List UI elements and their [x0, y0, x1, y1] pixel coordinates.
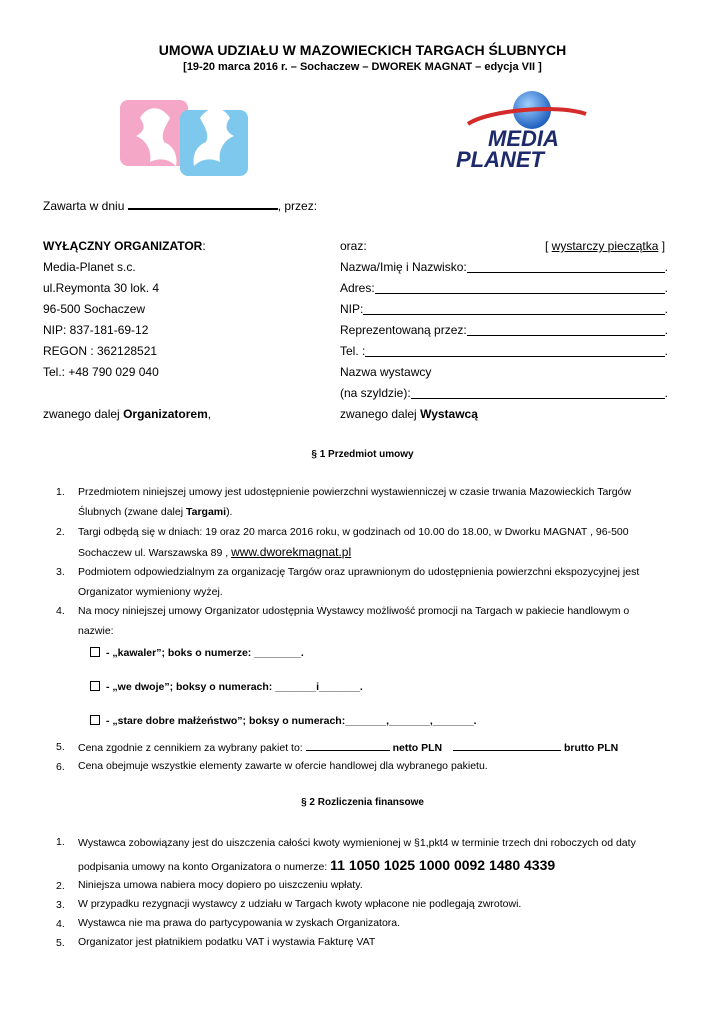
s1-item4-text: Na mocy niniejszej umowy Organizator udostępnia Wystawcy możliwość promocji na Targach w pakiecie handlowym o nazwie: — [78, 605, 630, 637]
organizer-tel: Tel.: +48 790 029 040 — [43, 365, 159, 379]
s1-item6-number: 6. — [56, 761, 65, 773]
exhibitor-name-label: Nazwa/Imię i Nazwisko: — [340, 260, 467, 274]
exhibitor-rep-field[interactable] — [467, 323, 665, 336]
organizer-city: 96-500 Sochaczew — [43, 302, 146, 316]
s2-item1-number: 1. — [56, 836, 65, 848]
stamp-note: [ wystarczy pieczątka ] — [545, 239, 666, 253]
s1-item4-number: 4. — [56, 605, 65, 617]
exhibitor-and: oraz: — [340, 239, 367, 253]
package-option-stare-dobre[interactable]: - „stare dobre małżeństwo”; boksy o numerach:_______,_______,_______. — [90, 715, 477, 727]
section2-title: § 2 Rozliczenia finansowe — [301, 797, 424, 808]
s1-item3-number: 3. — [56, 566, 65, 578]
organizer-heading: WYŁĄCZNY ORGANIZATOR: — [43, 239, 206, 253]
doves-logo — [118, 96, 254, 180]
exhibitor-sign-field[interactable] — [411, 386, 665, 399]
organizer-regon: REGON : 362128521 — [43, 344, 158, 358]
s1-item5-number: 5. — [56, 741, 65, 753]
s1-item2-number: 2. — [56, 526, 65, 538]
s1-item5-text: Cena zgodnie z cennikiem za wybrany pakiet to: netto PLN brutto PLN — [78, 742, 619, 754]
exhibitor-address-row: Adres: . — [340, 281, 668, 295]
exhibitor-address-field[interactable] — [375, 281, 665, 294]
package-option-kawaler[interactable]: - „kawaler”; boks o numerze: ________. — [90, 647, 304, 659]
checkbox-icon[interactable] — [90, 647, 100, 657]
exhibitor-address-label: Adres: — [340, 281, 375, 295]
checkbox-icon[interactable] — [90, 681, 100, 691]
s2-item3-number: 3. — [56, 899, 65, 911]
exhibitor-tel-label: Tel. : — [340, 344, 366, 358]
exhibitor-name-field[interactable] — [467, 260, 665, 273]
s2-item1-text: Wystawca zobowiązany jest do uiszczenia całości kwoty wymienionej w §1,pkt4 w terminie trzech dni roboczych od daty podpisania umowy na konto Organizatora o numerze: 11 1050 1025 1000 0092 1480 4339 — [78, 837, 636, 873]
concluded-suffix: , przez: — [277, 199, 318, 213]
s2-item4-text: Wystawca nie ma prawa do partycypowania w zyskach Organizatora. — [78, 917, 401, 929]
concluded-line — [43, 197, 317, 213]
exhibitor-tel-row: Tel. : . — [340, 344, 668, 358]
exhibitor-name-row: Nazwa/Imię i Nazwisko: . — [340, 260, 668, 274]
bank-account-number: 11 1050 1025 1000 0092 1480 4339 — [330, 857, 556, 873]
exhibitor-sign-label: (na szyldzie): — [340, 386, 411, 400]
logo-text-planet: PLANET — [456, 147, 544, 170]
s1-item1-text: Przedmiotem niniejszej umowy jest udostępnienie powierzchni wystawienniczej w czasie trwania Mazowieckich Targów Ślubnych (zwane dalej Targami). — [78, 486, 632, 518]
net-price-field[interactable] — [306, 740, 390, 751]
exhibitor-tel-field[interactable] — [365, 344, 664, 357]
organizer-hereinafter: zwanego dalej Organizatorem, — [43, 407, 212, 421]
package-option-we-dwoje[interactable]: - „we dwoje”; boksy o numerach: _______i_______. — [90, 681, 363, 693]
organizer-street: ul.Reymonta 30 lok. 4 — [43, 281, 160, 295]
document-subtitle: [19-20 marca 2016 r. – Sochaczew – DWOREK MAGNAT – edycja VII ] — [183, 61, 542, 73]
s2-item2-text: Niniejsza umowa nabiera mocy dopiero po uiszczeniu wpłaty. — [78, 879, 363, 891]
s1-item1-number: 1. — [56, 486, 65, 498]
organizer-nip: NIP: 837-181-69-12 — [43, 323, 149, 337]
s2-item2-number: 2. — [56, 880, 65, 892]
exhibitor-nip-field[interactable] — [363, 302, 664, 315]
s1-item3-text: Podmiotem odpowiedzialnym za organizację Targów oraz uprawnionym do udostępnienia powierzchni ekspozycyjnej jest Organizator wymieniony wyżej. — [78, 566, 640, 598]
document-title: UMOWA UDZIAŁU W MAZOWIECKICH TARGACH ŚLUBNYCH — [158, 42, 567, 58]
date-field[interactable] — [128, 197, 278, 210]
exhibitor-nip-row: NIP: . — [340, 302, 668, 316]
exhibitor-display-name-label: Nazwa wystawcy — [340, 365, 432, 379]
s2-item4-number: 4. — [56, 918, 65, 930]
logo-text-media: MEDIA — [488, 126, 559, 151]
s2-item5-number: 5. — [56, 937, 65, 949]
exhibitor-nip-label: NIP: — [340, 302, 364, 316]
s1-item6-text: Cena obejmuje wszystkie elementy zawarte w ofercie handlowej dla wybranego pakietu. — [78, 760, 488, 772]
exhibitor-hereinafter: zwanego dalej Wystawcą — [340, 407, 478, 421]
exhibitor-rep-label: Reprezentowaną przez: — [340, 323, 467, 337]
section1-title: § 1 Przedmiot umowy — [311, 449, 414, 460]
checkbox-icon[interactable] — [90, 715, 100, 725]
gross-price-field[interactable] — [453, 740, 561, 751]
media-planet-logo — [448, 88, 598, 170]
exhibitor-rep-row: Reprezentowaną przez: . — [340, 323, 668, 337]
exhibitor-sign-row: (na szyldzie): . — [340, 386, 668, 400]
s2-item3-text: W przypadku rezygnacji wystawcy z udziału w Targach kwoty wpłacone nie podlegają zwrotowi. — [78, 898, 522, 910]
organizer-name: Media-Planet s.c. — [43, 260, 136, 274]
s1-item2-text: Targi odbędą się w dniach: 19 oraz 20 marca 2016 roku, w godzinach od 10.00 do 18.00, w Dworku MAGNAT , 96-500 Sochaczew ul. Warszawska 89 , www.dworekmagnat.pl — [78, 526, 629, 559]
venue-link[interactable]: www.dworekmagnat.pl — [231, 545, 352, 559]
s2-item5-text: Organizator jest płatnikiem podatku VAT i wystawia Fakturę VAT — [78, 936, 376, 948]
concluded-prefix: Zawarta w dniu — [43, 199, 125, 213]
